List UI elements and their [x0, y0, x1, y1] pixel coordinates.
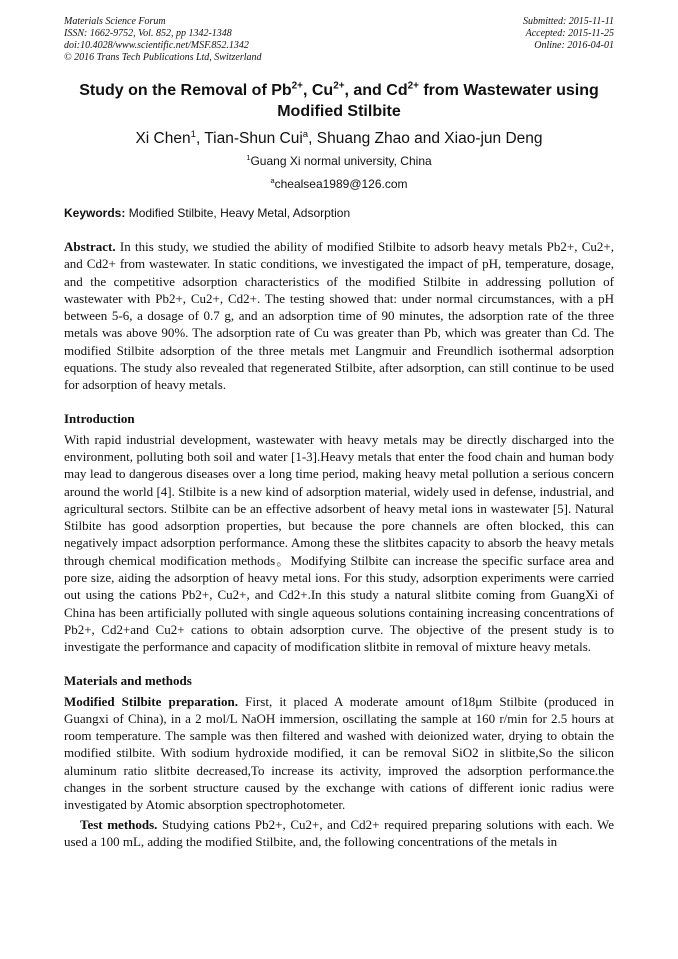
subsection-label-test: Test methods. — [80, 816, 158, 832]
section-heading-methods: Materials and methods — [64, 672, 192, 688]
journal-issn: ISSN: 1662-9752, Vol. 852, pp 1342-1348 — [64, 28, 232, 39]
journal-header — [64, 16, 614, 64]
keywords: Keywords: Modified Stilbite, Heavy Metal, Adsorption — [64, 206, 351, 220]
accepted-date: Accepted: 2015-11-25 — [525, 28, 614, 39]
introduction-text: With rapid industrial development, wastewater with heavy metals may be directly discharged into the environment, polluting both soil and water [1-3].Heavy metals that enter the food chain and human body may lead to dangerous diseases over a long time period, making heavy metal pollution a serious concern around the world [4]. Stilbite is a new kind of adsorption material, widely used in defense, industrial, and agricultural sectors. Stilbite can be an effective adsorbent of heavy metal ions in wastewater [5]. Natural Stilbite has good adsorption properties, but because the pore channels are often blocked, this can negatively impact adsorption performance. Among these the slitbites capacity to absorb the heavy metals through chemical modification methods。Modifying Stilbite can increase the specific surface area and pore size, aiding the adsorption of heavy metal ions. For this study, adsorption experiments were carried out using the cations Pb2+, Cu2+, and Cd2+.In this study a natural slitbite coming from GuangXi of China has been artificially polluted with single aqueous solutions containing increasing concentrations of Pb2+, Cd2+and Cu2+ cations to obtain adsorption curve. The objective of the present study is to investigate the performance and capacity of modification slitbite in removal of mixture heavy metals. — [64, 431, 614, 655]
methods-test: Test methods. Studying cations Pb2+, Cu2+, and Cd2+ required preparing solutions with each. We used a 100 mL, adding the modified Stilbite, and, the following concentrations of the metals in — [64, 816, 614, 849]
online-date: Online: 2016-04-01 — [534, 40, 614, 51]
subsection-label-preparation: Modified Stilbite preparation. — [64, 693, 238, 709]
abstract: Abstract. In this study, we studied the ability of modified Stilbite to adsorb heavy metals Pb2+, Cu2+, and Cd2+ from wastewater. In static conditions, we investigated the impact of pH, temperature, dosage, and the competitive adsorption characteristics of the modified Stilbite in addressing pollution of wastewater with Pb2+, Cu2+, Cd2+. The testing showed that: under normal circumstances, with a pH between 5-6, a dosage of 0.7 g, and an adsorption time of 90 minutes, the adsorption rate of the three metals was above 90%. The adsorption rate of Cu was greater than Pb, which was greater than Cd. The modified Stilbite adsorption of the three metals met Langmuir and Freundlich isothermal adsorption equations. The study also revealed that regenerated Stilbite, after adsorption, can still continue to be used for adsorption of heavy metals. — [64, 239, 614, 393]
author-email: $^a$chealsea1989@126.com — [270, 176, 408, 191]
journal-copyright: © 2016 Trans Tech Publications Ltd, Switzerland — [64, 52, 262, 63]
submitted-date: Submitted: 2015-11-11 — [522, 16, 614, 27]
paper-title: Study on the Removal of $Pb^{2+}$, $Cu^{2+}$, and $Cd^{2+}$ from Wastewater using Modified Stilbite — [79, 80, 599, 120]
author-list: Xi Chen$^1$, Tian-Shun Cui$^a$, Shuang Zhao and Xiao-jun Deng — [135, 128, 543, 147]
journal-doi: doi:10.4028/www.scientific.net/MSF.852.1342 — [64, 40, 249, 51]
journal-info — [64, 16, 262, 64]
section-heading-introduction: Introduction — [64, 410, 135, 426]
affiliation: $^1$Guang Xi normal university, China — [246, 153, 432, 168]
abstract-label: Abstract. — [64, 239, 116, 254]
submission-dates — [523, 16, 614, 64]
journal-name: Materials Science Forum — [64, 16, 166, 27]
keywords-label: Keywords: — [64, 206, 126, 220]
methods-preparation: Modified Stilbite preparation. First, it placed A moderate amount of18μm Stilbite (produced in Guangxi of China), in a 2 mol/L NaOH immersion, oscillating the sample at 160 r/min for 2.5 hours at room temperature. The sample was then filtered and washed with deionized water, drying to obtain the modified stilbite. With sodium hydroxide modified, it can be removal SiO2 in slitbite,So the silicon aluminum ratio slitbite decreased,To increase its activity, improved the adsorption performance.the changes in the sorbent structure caused by the exchange with cations of different ionic radius were investigated by Atomic absorption spectrophotometer. — [64, 693, 615, 813]
